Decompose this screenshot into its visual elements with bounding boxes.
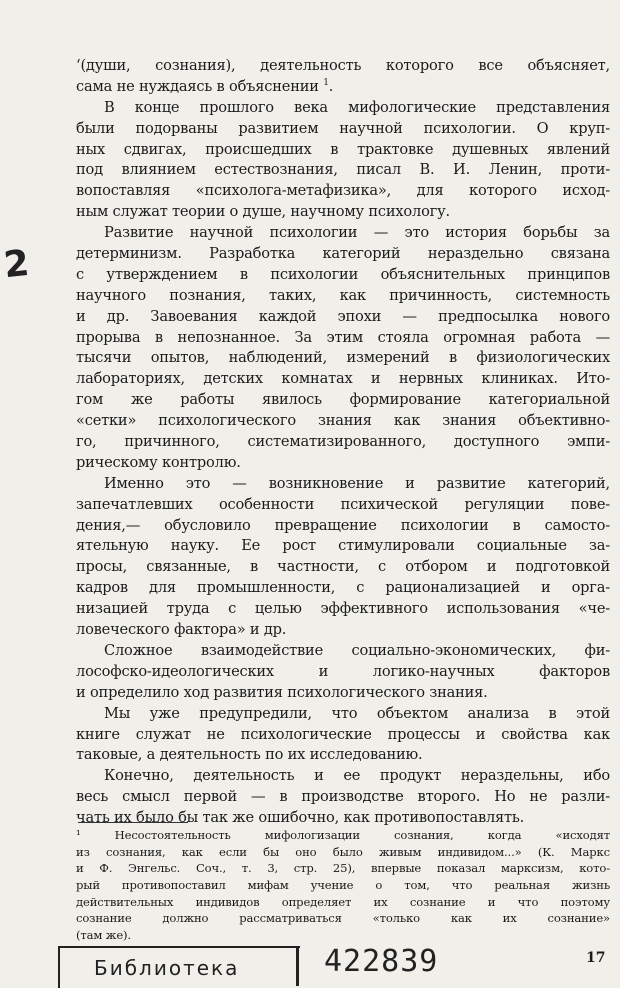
text-line: Сложное взаимодействие социально-экономических, фи- xyxy=(104,641,610,659)
text-line: Развитие научной психологии — это история борьбы за xyxy=(104,224,610,242)
text-line: Именно это — возникновение и развитие категорий, xyxy=(104,474,610,492)
text-line: под влиянием естествознания, писал В. И. Ленин, проти- xyxy=(76,161,610,179)
text-line: Конечно, деятельность и ее продукт нераздельны, ибо xyxy=(104,767,610,785)
text-line: тысячи опытов, наблюдений, измерений в физиологических xyxy=(76,349,610,367)
text-line: весь смысл первой — в производстве второго. Но не разли- xyxy=(76,788,610,806)
footnote-line: ¹ Несостоятельность мифологизации сознания, когда «исходят xyxy=(76,828,610,842)
text-line: просы, связанные, в частности, с отбором и подготовкой xyxy=(76,558,610,576)
page-number: 17 xyxy=(586,950,606,966)
text-line: и др. Завоевания каждой эпохи — предпосылка нового xyxy=(76,307,610,325)
text-line: и определило ход развития психологического знания. xyxy=(76,683,488,701)
handwritten-margin-mark: 2 xyxy=(1,242,32,287)
text-line: книге служат не психологические процессы и свойства как xyxy=(76,725,610,743)
footnote-ref[interactable]: 1 xyxy=(323,78,329,89)
paragraph xyxy=(76,474,610,641)
text-line: лабораториях, детских комнатах и нервных клиниках. Ито- xyxy=(76,370,610,388)
footnote-rule xyxy=(78,822,188,823)
text-line: рическому контролю. xyxy=(76,453,241,471)
paragraph xyxy=(76,223,610,474)
main-text xyxy=(76,56,610,829)
footnote-line: действительных индивидов определяет их сознание и что поэтому xyxy=(76,894,610,909)
text-line: ных сдвигах, происшедших в трактовке душевных явлений xyxy=(76,140,610,158)
text-line: кадров для промышленности, с рационализацией и орга- xyxy=(76,579,610,597)
text-line: таковые, а деятельность по их исследованию. xyxy=(76,746,423,764)
text-line: сама не нуждаясь в объяснении $^1$. xyxy=(76,77,334,95)
text-line: ятельную науку. Ее рост стимулировали социальные за- xyxy=(76,537,610,555)
inventory-number: 422839 xyxy=(324,944,439,979)
text-line: Мы уже предупредили, что объектом анализа в этой xyxy=(104,704,610,722)
text-line: ‘(души, сознания), деятельность которого все объясняет, xyxy=(76,57,610,74)
text-line: детерминизм. Разработка категорий нераздельно связана xyxy=(76,245,610,263)
text-line: ным служат теории о душе, научному психологу. xyxy=(76,203,450,221)
library-stamp-label: Библиотека xyxy=(94,956,240,980)
text-line: с утверждением в психологии объяснительных принципов xyxy=(76,265,610,283)
text-line: запечатлевших особенности психической регуляции пове- xyxy=(76,495,610,513)
text-line: дения,— обусловило превращение психологии в самосто- xyxy=(76,516,610,534)
paragraph xyxy=(76,704,610,767)
footnote-line: (там же). xyxy=(76,928,131,943)
paragraph xyxy=(76,766,610,829)
footnote xyxy=(76,827,610,944)
text-line: были подорваны развитием научной психологии. О круп- xyxy=(76,119,610,137)
text-line: низацией труда с целью эффективного использования «че- xyxy=(76,600,610,618)
text-line: лософско-идеологических и логико-научных факторов xyxy=(76,662,610,680)
stamp-divider xyxy=(296,946,299,986)
paragraph xyxy=(76,56,610,98)
paragraph xyxy=(76,98,610,223)
text-line: го, причинного, систематизированного, доступного эмпи- xyxy=(76,433,610,451)
text-line: В конце прошлого века мифологические представления xyxy=(104,98,610,116)
footnote-line: рый противопоставил мифам учение о том, что реальная жизнь xyxy=(76,878,610,893)
footnote-line: и Ф. Энгельс. Соч., т. 3, стр. 25), впервые показал марксизм, кото- xyxy=(76,861,610,876)
text-line: ловеческого фактора» и др. xyxy=(76,621,287,639)
text-line: чать их было бы так же ошибочно, как противопоставлять. xyxy=(76,809,525,827)
punctuation: . xyxy=(328,77,334,95)
text-line: гом же работы явилось формирование категориальной xyxy=(76,391,610,409)
paragraph xyxy=(76,641,610,704)
text-line: «сетки» психологического знания как знания объективно- xyxy=(76,412,610,430)
text-line: вопоставляя «психолога-метафизика», для которого исход- xyxy=(76,182,610,200)
footnote-line: из сознания, как если бы оно было живым индивидом...» (К. Маркс xyxy=(76,844,610,859)
text-line: прорыва в непознанное. За этим стояла огромная работа — xyxy=(76,328,610,346)
text-line: научного познания, таких, как причинность, системность xyxy=(76,286,610,304)
footnote-line: сознание должно рассматриваться «только как их сознание» xyxy=(76,911,610,926)
